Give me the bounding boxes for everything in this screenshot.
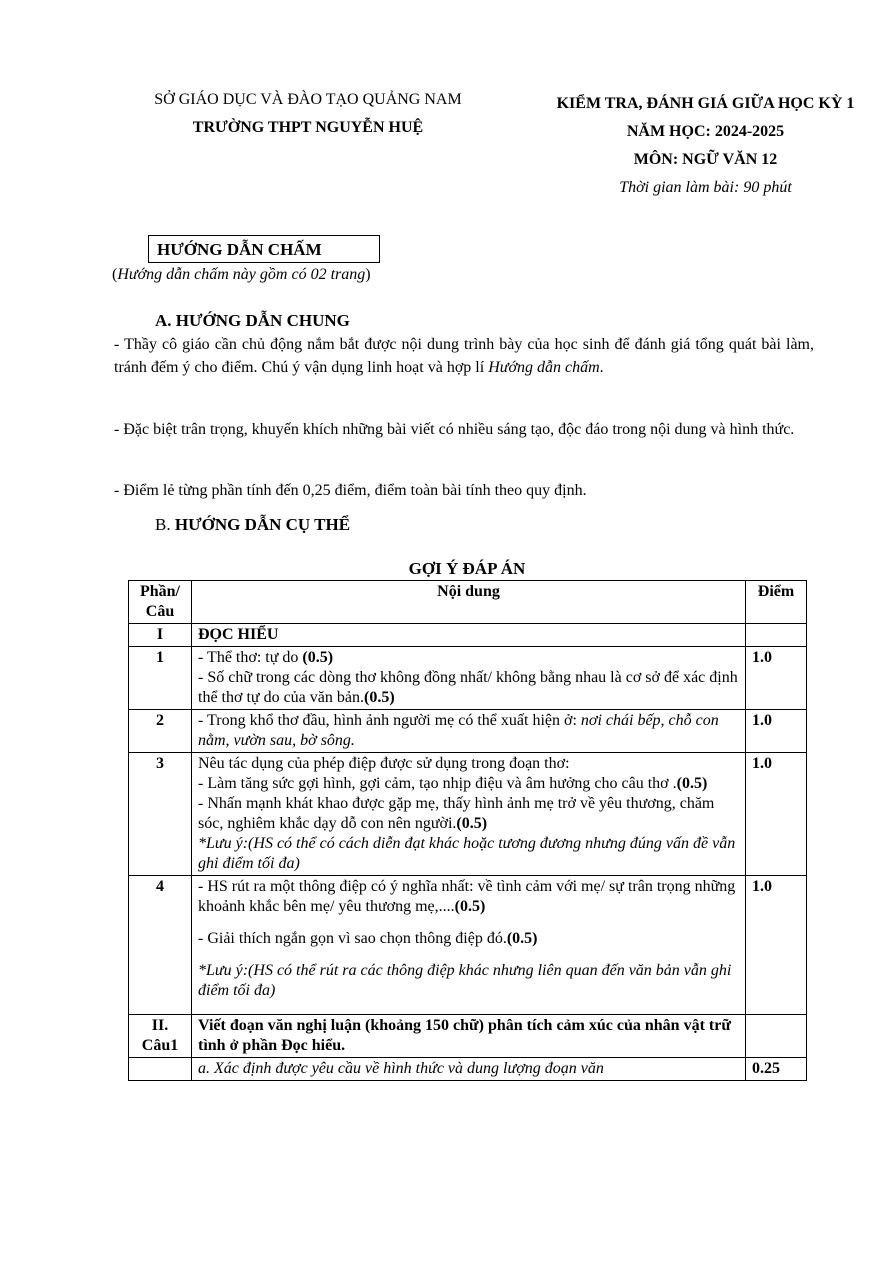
section-label: I: [129, 624, 192, 647]
answer-content: a. Xác định được yêu cầu về hình thức và dung lượng đoạn văn: [192, 1058, 746, 1081]
table-row: [129, 876, 807, 1015]
guideline-1-italic: Hướng dẫn chấm: [488, 359, 600, 376]
score-cell: 0.25: [746, 1058, 807, 1081]
school-name: TRƯỜNG THPT NGUYỄN HUỆ: [192, 119, 424, 136]
answer-line: [198, 794, 739, 834]
answer-line: Nêu tác dụng của phép điệp được sử dụng trong đoạn thơ:: [198, 755, 570, 772]
exam-title: KIỂM TRA, ĐÁNH GIÁ GIỮA HỌC KỲ 1: [556, 95, 855, 112]
table-row: [129, 753, 807, 876]
answer-text: - Số chữ trong các dòng thơ không đồng nhất/ không bằng nhau là cơ sở để xác định thể thơ tự do của văn bản.: [198, 669, 738, 706]
section-b-prefix: B.: [155, 515, 175, 534]
answer-line: [198, 668, 739, 708]
school-year: NĂM HỌC: 2024-2025: [626, 123, 785, 140]
question-number: [129, 1058, 192, 1081]
answer-text: - Trong khổ thơ đầu, hình ảnh người mẹ có thể xuất hiện ở:: [198, 712, 581, 729]
answer-text: - HS rút ra một thông điệp có ý nghĩa nhất: về tình cảm với mẹ/ sự trân trọng những khoảnh khắc bên mẹ/ yêu thương mẹ,....: [198, 878, 736, 915]
answer-content: [192, 647, 746, 710]
score-cell: 1.0: [746, 876, 807, 1015]
guideline-1-text: - Thầy cô giáo cần chủ động nắm bắt được nội dung trình bày của học sinh để đánh giá tổng quát bài làm, tránh đếm ý cho điểm. Chú ý vận dụng linh hoạt và hợp lí: [114, 336, 814, 376]
general-guideline-2: - Đặc biệt trân trọng, khuyến khích những bài viết có nhiều sáng tạo, độc đáo trong nội dung và hình thức.: [114, 421, 795, 438]
answer-content: [192, 876, 746, 1015]
question-number: 4: [129, 876, 192, 1015]
question-number: 1: [129, 647, 192, 710]
note-open: (: [112, 266, 118, 283]
answer-point: (0.5): [302, 649, 334, 666]
section-title: Viết đoạn văn nghị luận (khoảng 150 chữ) phân tích cảm xúc của nhân vật trữ tình ở phần Đọc hiểu.: [192, 1015, 746, 1058]
header-score: Điểm: [746, 581, 807, 624]
table-row: [129, 1058, 807, 1081]
general-guideline-1: [114, 333, 814, 379]
answer-text: - Nhấn mạnh khát khao được gặp mẹ, thấy hình ảnh mẹ trở về yêu thương, chăm sóc, nghiêm khắc dạy dỗ con nên người.: [198, 795, 715, 832]
answer-text: - Thể thơ: tự do: [198, 649, 303, 666]
answer-line: [198, 648, 739, 668]
answer-content: [192, 710, 746, 753]
answer-point: (0.5): [506, 930, 538, 947]
question-number: 2: [129, 710, 192, 753]
section-b-heading: [155, 515, 350, 535]
answer-note: *Lưu ý:(HS có thể rút ra các thông điệp khác nhưng liên quan đến văn bản vẫn ghi điểm tối đa): [198, 962, 732, 999]
department-name: SỞ GIÁO DỤC VÀ ĐÀO TẠO QUẢNG NAM: [154, 91, 462, 108]
table-row: [129, 647, 807, 710]
section-a-heading: A. HƯỚNG DẪN CHUNG: [155, 311, 350, 330]
header-left: [108, 86, 508, 142]
answer-point: (0.5): [676, 775, 708, 792]
answer-text: - Giải thích ngắn gọn vì sao chọn thông điệp đó.: [198, 930, 507, 947]
table-row: [129, 624, 807, 647]
score-cell: 1.0: [746, 647, 807, 710]
answer-table: [128, 580, 807, 1081]
answer-italic: nơi chái bếp, chỗ con nằm, vườn sau, bờ sông.: [198, 712, 719, 749]
table-row: [129, 1015, 807, 1058]
answer-note: *Lưu ý:(HS có thể có cách diễn đạt khác hoặc tương đương nhưng đúng vấn đề vẫn ghi điểm tối đa): [198, 835, 736, 872]
header-part: Phần/ Câu: [129, 581, 192, 624]
section-title: ĐỌC HIỂU: [192, 624, 746, 647]
answer-line: [198, 774, 739, 794]
section-label: II. Câu1: [129, 1015, 192, 1058]
answer-line: [198, 877, 739, 917]
header-right: [518, 90, 893, 202]
table-row: [129, 710, 807, 753]
answer-point: (0.5): [456, 815, 488, 832]
general-guideline-3: - Điểm lẻ từng phần tính đến 0,25 điểm, điểm toàn bài tính theo quy định.: [114, 482, 587, 499]
section-b-title: HƯỚNG DẪN CỤ THỂ: [174, 515, 351, 534]
guideline-1-end: .: [599, 359, 604, 376]
document-title-box: HƯỚNG DẪN CHẤM: [148, 235, 380, 263]
table-header-row: [129, 581, 807, 624]
answer-point: (0.5): [454, 898, 486, 915]
exam-duration: Thời gian làm bài: 90 phút: [619, 179, 792, 196]
score-cell: 1.0: [746, 710, 807, 753]
score-cell: [746, 624, 807, 647]
note-close: ): [365, 266, 371, 283]
page-count-note: [112, 266, 371, 284]
answer-table-title: GỢI Ý ĐÁP ÁN: [408, 559, 526, 578]
score-cell: 1.0: [746, 753, 807, 876]
note-text: Hướng dẫn chấm này gồm có 02 trang: [117, 266, 366, 283]
answer-line: [198, 929, 739, 949]
answer-text: - Làm tăng sức gợi hình, gợi cảm, tạo nhịp điệu và âm hưởng cho câu thơ .: [198, 775, 677, 792]
header-content: Nội dung: [192, 581, 746, 624]
question-number: 3: [129, 753, 192, 876]
answer-content: [192, 753, 746, 876]
answer-point: (0.5): [363, 689, 395, 706]
subject-name: MÔN: NGỮ VĂN 12: [633, 151, 778, 168]
score-cell: [746, 1015, 807, 1058]
